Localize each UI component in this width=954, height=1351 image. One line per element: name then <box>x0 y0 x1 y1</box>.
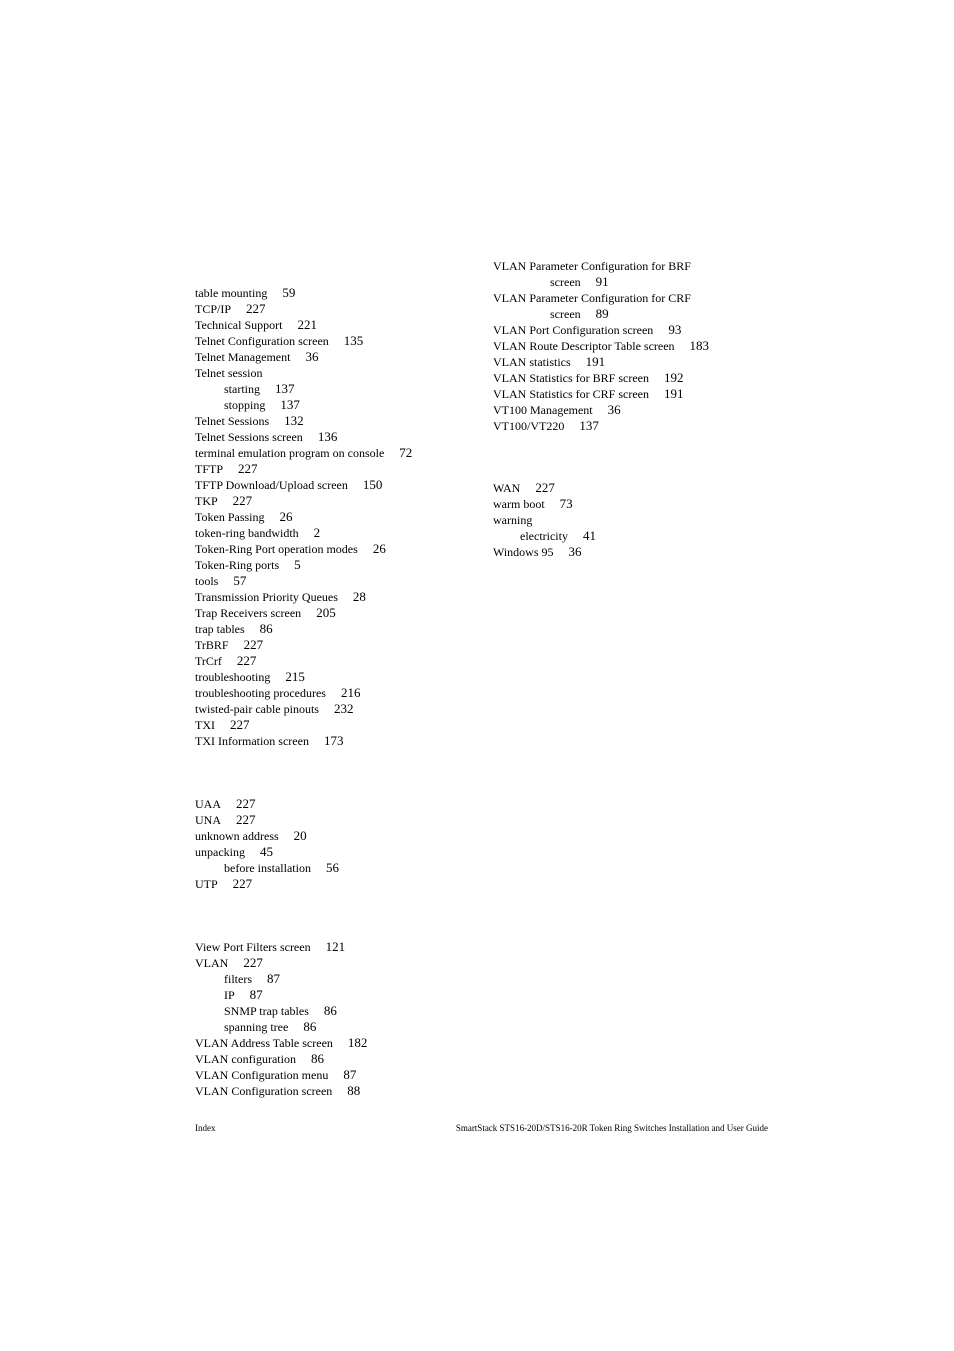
index-page-number: 121 <box>325 939 346 954</box>
index-entry <box>493 512 793 528</box>
index-entry <box>195 796 495 812</box>
index-page-number: 221 <box>297 317 317 332</box>
index-term: VLAN Address Table screen <box>195 1036 333 1050</box>
index-page-number: 73 <box>559 496 573 511</box>
index-entry <box>195 365 495 381</box>
index-term: UTP <box>195 877 218 891</box>
index-entry <box>493 290 793 306</box>
index-entry <box>195 573 495 589</box>
index-term: twisted-pair cable pinouts <box>195 702 319 716</box>
index-entry <box>493 258 793 274</box>
index-page-number: 87 <box>249 987 263 1002</box>
index-entry <box>195 589 495 605</box>
index-term: Token-Ring ports <box>195 558 280 572</box>
index-page-number: 56 <box>325 860 339 875</box>
index-section-t <box>195 285 495 749</box>
index-page-number: 93 <box>668 322 682 337</box>
index-entry <box>195 285 495 301</box>
index-page-number: 86 <box>303 1019 317 1034</box>
index-term: IP <box>224 988 235 1002</box>
index-term: TKP <box>195 494 218 508</box>
index-page-number: 86 <box>323 1003 337 1018</box>
index-page-number: 137 <box>275 381 295 396</box>
index-entry <box>195 1003 495 1019</box>
index-term: electricity <box>520 529 568 543</box>
index-page-number: 88 <box>347 1083 361 1098</box>
index-page-number: 5 <box>294 557 301 572</box>
index-term: before installation <box>224 861 311 875</box>
index-section-u <box>195 796 495 892</box>
index-term: TXI Information screen <box>195 734 309 748</box>
index-entry <box>195 1019 495 1035</box>
index-page-number: 36 <box>305 349 319 364</box>
index-entry <box>195 477 495 493</box>
index-page-number: 2 <box>313 525 321 540</box>
index-term: troubleshooting <box>195 670 271 684</box>
index-page-number: 87 <box>343 1067 357 1082</box>
index-term: TFTP <box>195 462 224 476</box>
index-entry <box>195 1051 495 1067</box>
index-page-number: 227 <box>232 876 253 891</box>
index-entry <box>195 685 495 701</box>
index-term: starting <box>224 382 260 396</box>
index-term: VT100 Management <box>493 403 593 417</box>
index-term: spanning tree <box>224 1020 289 1034</box>
index-page-number: 132 <box>284 413 304 428</box>
index-entry <box>493 480 793 496</box>
index-term: TXI <box>195 718 215 732</box>
index-entry <box>195 717 495 733</box>
index-term: warm boot <box>493 497 545 511</box>
index-entry <box>195 828 495 844</box>
index-term: tools <box>195 574 219 588</box>
index-term: terminal emulation program on console <box>195 446 385 460</box>
index-page-number: 89 <box>595 306 609 321</box>
index-page-number: 26 <box>372 541 386 556</box>
index-page-number: 135 <box>343 333 364 348</box>
index-entry <box>195 349 495 365</box>
index-section-v-continued <box>493 258 793 434</box>
index-term: TFTP Download/Upload screen <box>195 478 348 492</box>
index-entry <box>195 844 495 860</box>
index-page-number: 191 <box>585 354 606 369</box>
index-entry <box>195 541 495 557</box>
index-term: VLAN Parameter Configuration for BRF <box>493 259 691 273</box>
index-term: Token-Ring Port operation modes <box>195 542 358 556</box>
index-page-number: 87 <box>267 971 280 986</box>
index-entry <box>195 860 495 876</box>
index-term: UAA <box>195 797 221 811</box>
index-term: VLAN Configuration menu <box>195 1068 329 1082</box>
index-entry <box>195 955 495 971</box>
index-page-number: 227 <box>236 812 256 827</box>
index-page-number: 227 <box>238 461 258 476</box>
index-page-number: 72 <box>399 445 413 460</box>
index-entry <box>493 418 793 434</box>
index-page-number: 227 <box>243 955 263 970</box>
index-page-number: 227 <box>236 796 256 811</box>
index-entry <box>493 354 793 370</box>
index-page-number: 36 <box>607 402 621 417</box>
index-entry <box>493 370 793 386</box>
index-term: Telnet Management <box>195 350 291 364</box>
index-entry <box>195 812 495 828</box>
index-entry <box>195 333 495 349</box>
index-term: Telnet Sessions <box>195 414 270 428</box>
index-entry <box>195 445 495 461</box>
index-entry <box>195 971 495 987</box>
index-entry <box>195 669 495 685</box>
index-term: warning <box>493 513 533 527</box>
index-page-number: 20 <box>293 828 307 843</box>
index-entry <box>195 381 495 397</box>
index-term: unpacking <box>195 845 245 859</box>
index-term: View Port Filters screen <box>195 940 311 954</box>
index-section-w <box>493 480 793 560</box>
index-entry <box>493 402 793 418</box>
index-entry <box>195 939 495 955</box>
index-page-number: 86 <box>310 1051 324 1066</box>
index-page-number: 150 <box>362 477 383 492</box>
index-entry <box>493 496 793 512</box>
index-page-number: 28 <box>352 589 366 604</box>
index-page-number: 36 <box>568 544 582 559</box>
index-page-number: 216 <box>340 685 361 700</box>
index-term: VLAN Route Descriptor Table screen <box>493 339 675 353</box>
index-page-number: 182 <box>347 1035 368 1050</box>
index-term: filters <box>224 972 252 986</box>
index-term: token-ring bandwidth <box>195 526 299 540</box>
index-term: trap tables <box>195 622 245 636</box>
index-term: SNMP trap tables <box>224 1004 309 1018</box>
index-entry <box>195 413 495 429</box>
index-page-number: 137 <box>280 397 300 412</box>
index-page-number: 91 <box>595 274 609 289</box>
index-entry <box>195 987 495 1003</box>
index-term: VLAN Statistics for CRF screen <box>493 387 649 401</box>
index-entry <box>195 637 495 653</box>
index-entry <box>195 397 495 413</box>
index-term: VLAN configuration <box>195 1052 296 1066</box>
footer-right: SmartStack STS16-20D/STS16-20R Token Ring Switches Installation and User Guide <box>455 1123 768 1133</box>
index-page-number: 227 <box>232 493 253 508</box>
index-term: table mounting <box>195 286 268 300</box>
index-page-number: 227 <box>230 717 250 732</box>
index-term: Transmission Priority Queues <box>195 590 338 604</box>
index-term: WAN <box>493 481 521 495</box>
index-entry <box>195 461 495 477</box>
index-entry <box>493 322 793 338</box>
index-entry <box>195 429 495 445</box>
index-entry <box>195 301 495 317</box>
index-page-number: 183 <box>689 338 710 353</box>
index-term: VT100/VT220 <box>493 419 565 433</box>
index-term: UNA <box>195 813 221 827</box>
index-page-number: 173 <box>323 733 344 748</box>
index-entry <box>195 733 495 749</box>
index-page-number: 227 <box>535 480 555 495</box>
index-term: TrCrf <box>195 654 222 668</box>
index-term: VLAN <box>195 956 229 970</box>
index-term: Token Passing <box>195 510 265 524</box>
index-page-number: 191 <box>663 386 684 401</box>
index-page-number: 205 <box>316 605 336 620</box>
index-term: screen <box>550 307 581 321</box>
index-term: screen <box>550 275 581 289</box>
index-entry <box>195 557 495 573</box>
index-term: VLAN Configuration screen <box>195 1084 333 1098</box>
index-term: VLAN statistics <box>493 355 571 369</box>
index-page-number: 137 <box>579 418 599 433</box>
footer-left: Index <box>195 1123 216 1133</box>
index-entry <box>195 1067 495 1083</box>
index-entry <box>195 876 495 892</box>
index-entry <box>493 528 793 544</box>
index-term: unknown address <box>195 829 279 843</box>
index-entry <box>195 509 495 525</box>
index-term: Telnet Sessions screen <box>195 430 303 444</box>
index-page-number: 41 <box>582 528 596 543</box>
index-entry <box>195 701 495 717</box>
index-page-number: 227 <box>236 653 257 668</box>
index-entry <box>493 274 793 290</box>
index-entry <box>195 653 495 669</box>
index-entry <box>493 386 793 402</box>
index-term: VLAN Port Configuration screen <box>493 323 654 337</box>
index-entry <box>195 317 495 333</box>
index-page-number: 45 <box>260 844 273 859</box>
index-entry <box>493 338 793 354</box>
index-term: troubleshooting procedures <box>195 686 326 700</box>
index-term: Telnet session <box>195 366 263 380</box>
index-term: TrBRF <box>195 638 229 652</box>
index-term: Windows 95 <box>493 545 554 559</box>
index-entry <box>195 605 495 621</box>
index-term: Trap Receivers screen <box>195 606 302 620</box>
index-page-number: 192 <box>663 370 684 385</box>
index-entry <box>493 544 793 560</box>
index-page-number: 136 <box>317 429 338 444</box>
index-page-number: 227 <box>243 637 264 652</box>
index-term: TCP/IP <box>195 302 232 316</box>
index-entry <box>195 621 495 637</box>
index-term: Telnet Configuration screen <box>195 334 329 348</box>
index-term: VLAN Statistics for BRF screen <box>493 371 649 385</box>
index-page-number: 86 <box>259 621 273 636</box>
index-entry <box>195 493 495 509</box>
index-page-number: 26 <box>279 509 293 524</box>
index-page-number: 215 <box>285 669 305 684</box>
index-term: Technical Support <box>195 318 283 332</box>
index-entry <box>195 1035 495 1051</box>
index-entry <box>493 306 793 322</box>
index-term: VLAN Parameter Configuration for CRF <box>493 291 691 305</box>
index-page-number: 227 <box>246 301 266 316</box>
index-page-number: 59 <box>282 285 296 300</box>
index-page-number: 57 <box>233 573 247 588</box>
index-entry <box>195 525 495 541</box>
index-section-v <box>195 939 495 1099</box>
index-term: stopping <box>224 398 266 412</box>
index-page-number: 232 <box>333 701 354 716</box>
index-entry <box>195 1083 495 1099</box>
